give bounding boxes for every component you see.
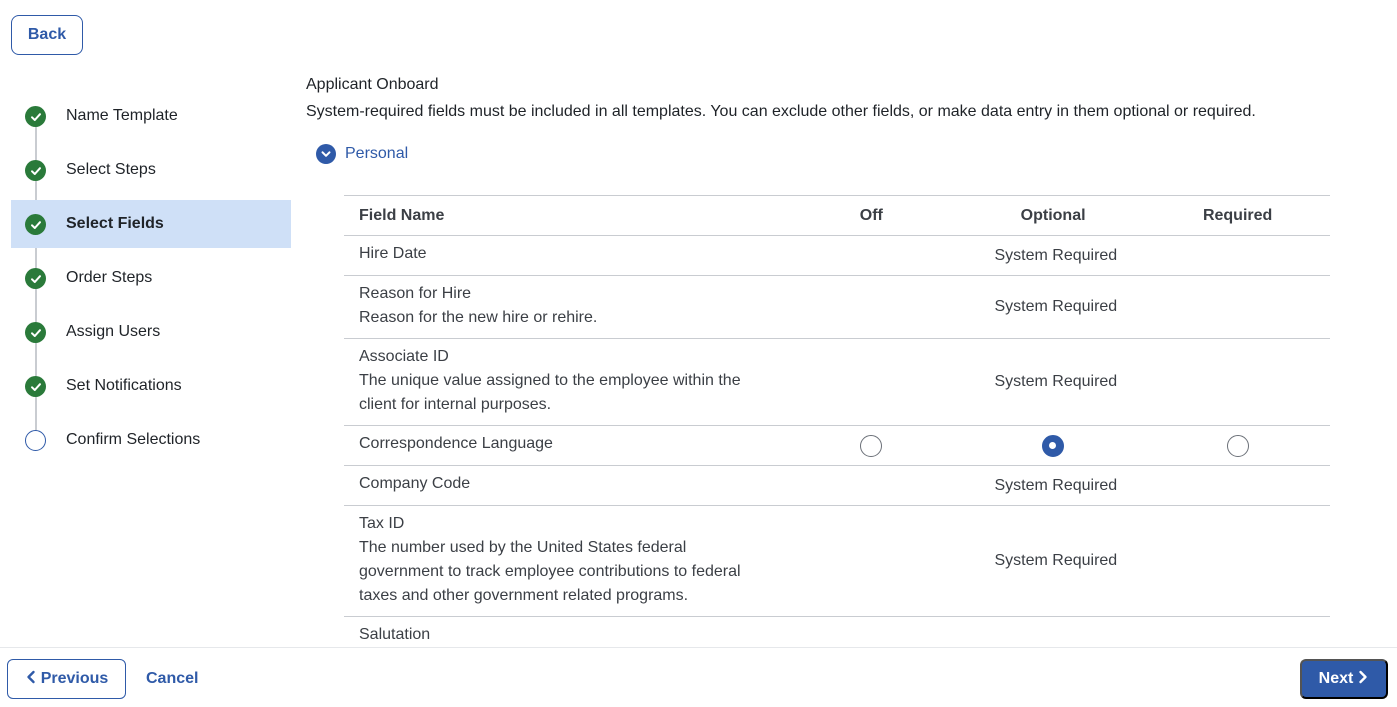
optional-cell xyxy=(961,426,1145,466)
field-name: Company Code xyxy=(359,475,471,492)
required-radio[interactable] xyxy=(1227,435,1249,457)
step-label: Order Steps xyxy=(66,269,153,286)
off-cell xyxy=(782,426,961,466)
field-name-cell xyxy=(344,506,782,617)
check-circle-icon xyxy=(25,268,46,289)
field-description: The unique value assigned to the employee within the client for internal purposes. xyxy=(359,372,741,413)
field-description: The number used by the United States federal government to track employee contributions to federal taxes and other government related programs. xyxy=(359,539,741,604)
table-row xyxy=(344,506,1330,617)
step-assign-users[interactable] xyxy=(11,308,291,356)
wizard-footer xyxy=(0,647,1397,707)
back-button[interactable]: Back xyxy=(11,15,83,55)
step-order-steps[interactable] xyxy=(11,254,291,302)
section-label: Personal xyxy=(345,145,409,162)
step-select-fields[interactable] xyxy=(11,200,291,248)
off-radio[interactable] xyxy=(860,435,882,457)
field-name: Correspondence Language xyxy=(359,435,553,452)
system-required-label: System Required xyxy=(782,506,1330,617)
table-row xyxy=(344,339,1330,426)
field-name-cell xyxy=(344,276,782,339)
fields-table-container[interactable] xyxy=(344,195,1330,647)
check-circle-icon xyxy=(25,106,46,127)
wizard-stepper xyxy=(11,92,291,470)
optional-radio[interactable] xyxy=(1042,435,1064,457)
next-label: Next xyxy=(1318,670,1354,687)
table-row xyxy=(344,276,1330,339)
step-label: Assign Users xyxy=(66,323,161,340)
check-circle-icon xyxy=(25,214,46,235)
chevron-left-icon xyxy=(25,670,37,689)
field-description: Reason for the new hire or rehire. xyxy=(359,309,598,326)
system-required-label: System Required xyxy=(782,236,1330,276)
next-button[interactable] xyxy=(1300,659,1388,699)
field-name: Tax ID xyxy=(359,515,405,532)
check-circle-icon xyxy=(25,160,46,181)
fields-table xyxy=(344,195,1330,704)
field-name-cell xyxy=(344,236,782,276)
previous-label: Previous xyxy=(40,670,109,687)
cancel-link[interactable]: Cancel xyxy=(146,670,199,687)
system-required-label: System Required xyxy=(782,276,1330,339)
system-required-label: System Required xyxy=(782,339,1330,426)
step-confirm-selections[interactable] xyxy=(11,416,291,464)
column-header-required: Required xyxy=(1145,196,1330,236)
column-header-optional: Optional xyxy=(961,196,1145,236)
chevron-right-icon xyxy=(1357,670,1369,689)
field-name-cell xyxy=(344,339,782,426)
field-name: Reason for Hire xyxy=(359,285,472,302)
instructions-text: System-required fields must be included in all templates. You can exclude other fields, or make data entry in them optional or required. xyxy=(306,103,1256,120)
table-row xyxy=(344,466,1330,506)
check-circle-icon xyxy=(25,322,46,343)
table-row xyxy=(344,426,1330,466)
required-cell xyxy=(1145,426,1330,466)
field-name: Associate ID xyxy=(359,348,449,365)
step-set-notifications[interactable] xyxy=(11,362,291,410)
main-content xyxy=(306,76,1336,643)
template-name: Applicant Onboard xyxy=(306,76,439,93)
step-label: Set Notifications xyxy=(66,377,182,394)
previous-button[interactable] xyxy=(7,659,126,699)
field-name-cell xyxy=(344,426,782,466)
table-row xyxy=(344,236,1330,276)
column-header-field-name: Field Name xyxy=(344,196,782,236)
system-required-label: System Required xyxy=(782,466,1330,506)
empty-circle-icon xyxy=(25,430,46,451)
field-name: Salutation xyxy=(359,626,431,643)
step-label: Name Template xyxy=(66,107,178,124)
step-label: Select Fields xyxy=(66,215,164,232)
chevron-down-icon xyxy=(316,144,336,164)
table-header-row xyxy=(344,196,1330,236)
section-toggle-personal[interactable] xyxy=(316,144,416,164)
field-name: Hire Date xyxy=(359,245,427,262)
field-name-cell xyxy=(344,466,782,506)
step-label: Select Steps xyxy=(66,161,156,178)
column-header-off: Off xyxy=(782,196,961,236)
check-circle-icon xyxy=(25,376,46,397)
step-select-steps[interactable] xyxy=(11,146,291,194)
step-name-template[interactable] xyxy=(11,92,291,140)
step-label: Confirm Selections xyxy=(66,431,201,448)
